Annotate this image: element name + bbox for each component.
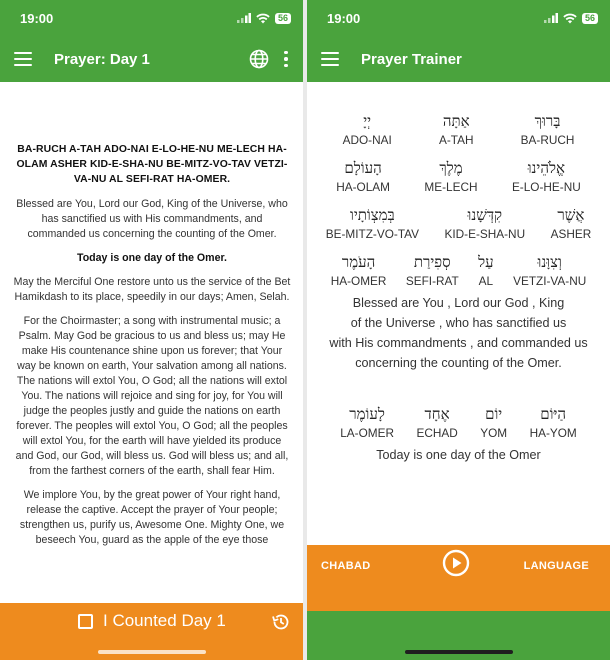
word-card[interactable] — [406, 251, 459, 289]
status-bar — [0, 0, 303, 36]
count-text: Today is one day of the Omer. — [77, 252, 227, 264]
word-card[interactable] — [530, 403, 577, 441]
english-line: Blessed are You , Lord our God , King — [352, 296, 565, 310]
counted-bar — [0, 603, 303, 660]
word-row — [307, 204, 610, 242]
globe-icon[interactable] — [249, 49, 269, 69]
wifi-icon — [563, 13, 577, 24]
word-card[interactable] — [340, 403, 394, 441]
word-card[interactable] — [336, 157, 390, 195]
word-card[interactable] — [424, 157, 477, 195]
hebrew-word: קִדְּשָׁנוּ — [467, 206, 503, 224]
hebrew-word: הָעֹמֶר — [341, 253, 376, 271]
hebrew-word: אֱלֹהֵינוּ — [527, 159, 565, 177]
transliteration-word: HA-OLAM — [336, 180, 390, 194]
battery-icon: 56 — [275, 13, 291, 24]
hebrew-word: אֲשֶׁר — [557, 206, 585, 224]
counted-label: I Counted Day 1 — [103, 611, 226, 630]
prayer-text — [0, 82, 303, 603]
menu-icon[interactable] — [14, 52, 32, 66]
word-card[interactable] — [444, 204, 525, 242]
signal-icon — [544, 13, 558, 23]
transliteration-text: BA-RUCH A-TAH ADO-NAI E-LO-HE-NU ME-LECH HA-OLAM ASHER KID-E-SHA-NU BE-MITZ-VO-TAV VETZI-VA-NU AL SEFI-RAT HA-OMER. — [16, 144, 288, 185]
word-row — [307, 110, 610, 148]
trainer-screen — [307, 0, 610, 660]
english-line: with His commandments , and commanded us — [329, 336, 588, 350]
transliteration-word: VETZI-VA-NU — [513, 274, 587, 288]
app-bar — [0, 36, 303, 82]
hebrew-word: לָעוֹמֶר — [349, 405, 385, 423]
hebrew-word: הָעוֹלָם — [344, 159, 382, 177]
battery-icon: 56 — [582, 13, 598, 24]
hebrew-word: אֶחָד — [424, 405, 450, 423]
page-title: Prayer: Day 1 — [54, 50, 150, 68]
menu-icon[interactable] — [321, 52, 339, 66]
transliteration-word: SEFI-RAT — [405, 274, 459, 288]
transliteration-word: HA-OMER — [330, 274, 387, 288]
word-card[interactable] — [439, 110, 474, 148]
blessing-text: Blessed are You, Lord our God, King of the Universe, who has sanctified us with His commandments, and commanded us concerning the counting of the Omer. — [16, 198, 288, 240]
playback-bar — [307, 545, 610, 611]
merciful-text: May the Merciful One restore unto us the service of the Bet Hamikdash to its place, speedily in our days; Amen, Selah. — [13, 276, 291, 303]
english-translation — [307, 293, 610, 373]
counted-checkbox-row[interactable] — [78, 611, 226, 631]
page-title: Prayer Trainer — [361, 50, 462, 68]
transliteration-word: YOM — [480, 426, 508, 440]
word-row — [307, 157, 610, 195]
word-card[interactable] — [512, 157, 581, 195]
status-bar — [307, 0, 610, 36]
bottom-area — [307, 611, 610, 660]
gesture-bar — [98, 650, 206, 654]
word-card[interactable] — [551, 204, 592, 242]
transliteration-word: BA-RUCH — [520, 133, 575, 147]
implore-text: We implore You, by the great power of Your right hand, release the captive. Accept the prayer of Your people; strengthen us, purify us, Awesome One. Mighty One, we beseech You, guard as the apple of the eye those — [19, 489, 285, 546]
hebrew-word: אַתָּה — [442, 112, 470, 130]
transliteration-word: LA-OMER — [340, 426, 394, 440]
transliteration-word: AL — [478, 274, 494, 288]
history-icon[interactable] — [271, 612, 291, 632]
hebrew-word: יְיָ — [363, 112, 372, 130]
word-card[interactable] — [331, 251, 387, 289]
word-card[interactable] — [326, 204, 419, 242]
transliteration-word: HA-YOM — [529, 426, 577, 440]
count-english: Today is one day of the Omer — [376, 448, 541, 462]
transliteration-word: ECHAD — [416, 426, 458, 440]
more-vert-icon[interactable] — [283, 51, 289, 68]
hebrew-word: וְצִוָּנוּ — [537, 253, 562, 271]
psalm-text: For the Choirmaster; a song with instrumental music; a Psalm. May God be gracious to us and bless us; may He make His countenance shine upon us forever; that Your way be known on earth, Your salvation among all nations. The nations will extol You, O God; all the nations will extol You. The nations will rejoice and sing for joy, for You will judge the peoples justly and guide the nations on earth forever. The peoples will extol You, O God; all the peoples will extol You, for the earth will have yielded its produce and God, our God, will bless us. God will bless us; and all, from the farthest corners of the earth, shall fear Him. — [15, 315, 289, 477]
transliteration-word: A-TAH — [438, 133, 474, 147]
hebrew-word: סְפִירַת — [413, 253, 451, 271]
language-button[interactable]: LANGUAGE — [523, 560, 589, 572]
english-line: concerning the counting of the Omer. — [355, 356, 562, 370]
app-bar — [307, 36, 610, 82]
transliteration-word: KID-E-SHA-NU — [444, 227, 526, 241]
transliteration-word: BE-MITZ-VO-TAV — [325, 227, 420, 241]
prayer-screen — [0, 0, 303, 660]
transliteration-word: ME-LECH — [424, 180, 478, 194]
trainer-content — [307, 82, 610, 545]
counted-checkbox[interactable] — [78, 614, 93, 629]
word-card[interactable] — [521, 110, 575, 148]
wifi-icon — [256, 13, 270, 24]
transliteration-word: ADO-NAI — [342, 133, 392, 147]
status-time: 19:00 — [20, 10, 54, 26]
hebrew-word: מֶלֶךְ — [439, 159, 463, 177]
word-card[interactable] — [480, 403, 507, 441]
transliteration-word: ASHER — [550, 227, 592, 241]
gesture-bar — [405, 650, 513, 654]
word-card[interactable] — [478, 251, 494, 289]
hebrew-word: הַיּוֹם — [540, 405, 567, 423]
chabad-button[interactable]: CHABAD — [321, 560, 371, 572]
word-row — [307, 251, 610, 289]
count-word-row — [307, 403, 610, 441]
hebrew-word: בָּרוּךְ — [534, 112, 561, 130]
word-card[interactable] — [416, 403, 457, 441]
english-line: of the Universe , who has sanctified us — [350, 316, 567, 330]
hebrew-word: יוֹם — [485, 405, 503, 423]
hebrew-word: עַל — [478, 253, 494, 271]
signal-icon — [237, 13, 251, 23]
word-card[interactable] — [343, 110, 392, 148]
hebrew-word: בְּמִצְוֹתָיו — [350, 206, 395, 224]
transliteration-word: E-LO-HE-NU — [511, 180, 581, 194]
status-time: 19:00 — [327, 10, 361, 26]
word-card[interactable] — [513, 251, 586, 289]
play-circle-icon[interactable] — [442, 549, 470, 577]
